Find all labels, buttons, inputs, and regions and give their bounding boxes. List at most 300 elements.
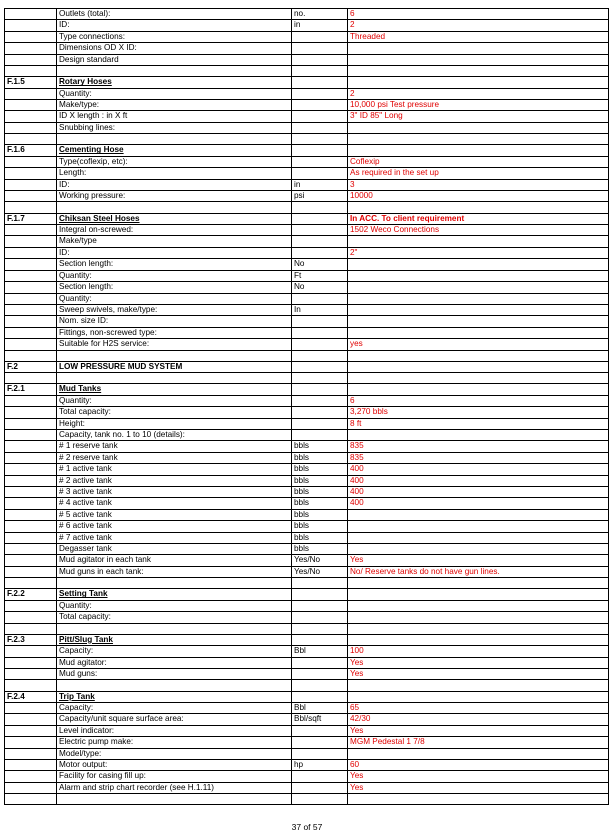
section-code-cell <box>5 748 57 759</box>
section-code-cell <box>5 339 57 350</box>
item-label-cell: Length: <box>57 168 292 179</box>
section-code-cell <box>5 680 57 691</box>
spec-row <box>5 737 609 748</box>
section-code-cell <box>5 418 57 429</box>
section-code-cell <box>5 247 57 258</box>
section-code-cell <box>5 373 57 384</box>
section-code-cell <box>5 544 57 555</box>
item-label-cell <box>57 794 292 805</box>
value-cell <box>348 145 609 156</box>
unit-cell: bbls <box>292 441 348 452</box>
value-cell: Coflexip <box>348 156 609 167</box>
spec-row <box>5 225 609 236</box>
spec-row <box>5 669 609 680</box>
value-cell <box>348 680 609 691</box>
item-label-cell: ID: <box>57 247 292 258</box>
unit-cell <box>292 771 348 782</box>
item-label-cell: Degasser tank <box>57 544 292 555</box>
section-code-cell <box>5 464 57 475</box>
section-code-cell <box>5 270 57 281</box>
value-cell <box>348 509 609 520</box>
section-code-cell <box>5 669 57 680</box>
value-cell <box>348 66 609 77</box>
item-label-cell: Outlets (total): <box>57 9 292 20</box>
section-code-cell: F.2.4 <box>5 691 57 702</box>
value-cell <box>348 259 609 270</box>
item-label-cell: # 7 active tank <box>57 532 292 543</box>
section-code-cell <box>5 293 57 304</box>
value-cell <box>348 612 609 623</box>
spec-row <box>5 9 609 20</box>
section-code-cell <box>5 9 57 20</box>
spec-row <box>5 191 609 202</box>
unit-cell <box>292 600 348 611</box>
item-label-cell: Rotary Hoses <box>57 77 292 88</box>
item-label-cell: LOW PRESSURE MUD SYSTEM <box>57 361 292 372</box>
unit-cell <box>292 145 348 156</box>
section-code-cell <box>5 532 57 543</box>
spec-row <box>5 521 609 532</box>
spec-row <box>5 771 609 782</box>
item-label-cell: Setting Tank <box>57 589 292 600</box>
value-cell <box>348 544 609 555</box>
value-cell: 400 <box>348 498 609 509</box>
item-label-cell: Sweep swivels, make/type: <box>57 304 292 315</box>
item-label-cell: Working pressure: <box>57 191 292 202</box>
spec-row <box>5 111 609 122</box>
unit-cell: bbls <box>292 475 348 486</box>
unit-cell <box>292 111 348 122</box>
item-label-cell: Capacity: <box>57 646 292 657</box>
value-cell: 10000 <box>348 191 609 202</box>
section-code-cell <box>5 168 57 179</box>
item-label-cell: # 2 active tank <box>57 475 292 486</box>
item-label-cell: Dimensions OD X ID: <box>57 43 292 54</box>
spec-row <box>5 88 609 99</box>
spec-row <box>5 304 609 315</box>
item-label-cell: Electric pump make: <box>57 737 292 748</box>
spec-row <box>5 66 609 77</box>
item-label-cell: Mud Tanks <box>57 384 292 395</box>
item-label-cell: Quantity: <box>57 600 292 611</box>
spec-row <box>5 657 609 668</box>
section-code-cell <box>5 657 57 668</box>
unit-cell <box>292 407 348 418</box>
spec-row <box>5 509 609 520</box>
unit-cell: Bbl <box>292 703 348 714</box>
unit-cell: bbls <box>292 521 348 532</box>
unit-cell <box>292 657 348 668</box>
section-code-cell <box>5 225 57 236</box>
unit-cell <box>292 293 348 304</box>
item-label-cell <box>57 623 292 634</box>
value-cell <box>348 350 609 361</box>
item-label-cell: Type(coflexip, etc): <box>57 156 292 167</box>
item-label-cell: Capacity, tank no. 1 to 10 (details): <box>57 429 292 440</box>
unit-cell <box>292 794 348 805</box>
spec-row <box>5 600 609 611</box>
item-label-cell: ID: <box>57 20 292 31</box>
spec-row <box>5 566 609 577</box>
section-code-cell: F.1.5 <box>5 77 57 88</box>
item-label-cell <box>57 373 292 384</box>
section-code-cell <box>5 43 57 54</box>
unit-cell <box>292 395 348 406</box>
unit-cell <box>292 725 348 736</box>
spec-row <box>5 452 609 463</box>
spec-row <box>5 475 609 486</box>
section-code-cell <box>5 475 57 486</box>
value-cell: As required in the set up <box>348 168 609 179</box>
item-label-cell: Total capacity: <box>57 612 292 623</box>
unit-cell <box>292 316 348 327</box>
unit-cell <box>292 737 348 748</box>
section-header-row <box>5 589 609 600</box>
item-label-cell: Section length: <box>57 259 292 270</box>
item-label-cell: Make/type: <box>57 100 292 111</box>
section-code-cell <box>5 509 57 520</box>
specification-table-body <box>5 9 609 805</box>
item-label-cell <box>57 66 292 77</box>
unit-cell: No <box>292 282 348 293</box>
value-cell: 3 <box>348 179 609 190</box>
unit-cell <box>292 350 348 361</box>
unit-cell <box>292 225 348 236</box>
value-cell <box>348 384 609 395</box>
section-code-cell <box>5 441 57 452</box>
section-code-cell <box>5 452 57 463</box>
value-cell <box>348 600 609 611</box>
value-cell: 2 <box>348 88 609 99</box>
item-label-cell: ID: <box>57 179 292 190</box>
item-label-cell: Alarm and strip chart recorder (see H.1.11) <box>57 782 292 793</box>
spec-row <box>5 100 609 111</box>
unit-cell <box>292 578 348 589</box>
spec-row <box>5 544 609 555</box>
spec-row <box>5 407 609 418</box>
item-label-cell: Mud guns in each tank: <box>57 566 292 577</box>
unit-cell: no. <box>292 9 348 20</box>
section-code-cell <box>5 66 57 77</box>
spec-row <box>5 156 609 167</box>
spec-row <box>5 373 609 384</box>
value-cell: Threaded <box>348 31 609 42</box>
spec-row <box>5 282 609 293</box>
item-label-cell: # 1 active tank <box>57 464 292 475</box>
value-cell <box>348 634 609 645</box>
spec-row <box>5 122 609 133</box>
section-header-row <box>5 145 609 156</box>
value-cell <box>348 77 609 88</box>
item-label-cell: Design standard <box>57 54 292 65</box>
section-code-cell <box>5 794 57 805</box>
section-code-cell: F.2 <box>5 361 57 372</box>
item-label-cell: Integral on-screwed: <box>57 225 292 236</box>
section-code-cell <box>5 134 57 145</box>
unit-cell <box>292 373 348 384</box>
unit-cell: bbls <box>292 544 348 555</box>
item-label-cell <box>57 350 292 361</box>
value-cell <box>348 304 609 315</box>
value-cell <box>348 623 609 634</box>
spec-row <box>5 498 609 509</box>
item-label-cell: Quantity: <box>57 293 292 304</box>
unit-cell <box>292 247 348 258</box>
item-label-cell: Type connections: <box>57 31 292 42</box>
unit-cell <box>292 669 348 680</box>
unit-cell: Bbl/sqft <box>292 714 348 725</box>
item-label-cell: Snubbing lines: <box>57 122 292 133</box>
value-cell <box>348 794 609 805</box>
unit-cell <box>292 782 348 793</box>
value-cell: 6 <box>348 395 609 406</box>
unit-cell <box>292 339 348 350</box>
value-cell <box>348 236 609 247</box>
value-cell: Yes <box>348 725 609 736</box>
unit-cell: Ft <box>292 270 348 281</box>
value-cell <box>348 122 609 133</box>
item-label-cell: # 1 reserve tank <box>57 441 292 452</box>
value-cell <box>348 54 609 65</box>
unit-cell <box>292 361 348 372</box>
value-cell: Yes <box>348 782 609 793</box>
section-code-cell <box>5 566 57 577</box>
item-label-cell <box>57 134 292 145</box>
value-cell: 2 <box>348 20 609 31</box>
value-cell <box>348 134 609 145</box>
spec-row <box>5 350 609 361</box>
item-label-cell: Quantity: <box>57 270 292 281</box>
item-label-cell: Pitt/Slug Tank <box>57 634 292 645</box>
item-label-cell: Cementing Hose <box>57 145 292 156</box>
unit-cell <box>292 31 348 42</box>
item-label-cell: # 4 active tank <box>57 498 292 509</box>
value-cell <box>348 589 609 600</box>
unit-cell <box>292 236 348 247</box>
unit-cell: in <box>292 179 348 190</box>
unit-cell <box>292 66 348 77</box>
value-cell: MGM Pedestal 1 7/8 <box>348 737 609 748</box>
section-code-cell <box>5 20 57 31</box>
value-cell: 42/30 <box>348 714 609 725</box>
item-label-cell: Make/type <box>57 236 292 247</box>
spec-row <box>5 418 609 429</box>
spec-row <box>5 293 609 304</box>
section-code-cell <box>5 304 57 315</box>
item-label-cell: Chiksan Steel Hoses <box>57 213 292 224</box>
section-code-cell: F.2.1 <box>5 384 57 395</box>
section-code-cell <box>5 760 57 771</box>
item-label-cell: Mud agitator in each tank <box>57 555 292 566</box>
section-code-cell <box>5 395 57 406</box>
value-cell <box>348 748 609 759</box>
unit-cell <box>292 384 348 395</box>
spec-row <box>5 236 609 247</box>
unit-cell <box>292 122 348 133</box>
unit-cell <box>292 43 348 54</box>
item-label-cell: Motor output: <box>57 760 292 771</box>
section-code-cell <box>5 316 57 327</box>
spec-row <box>5 464 609 475</box>
value-cell: 3" ID 85" Long <box>348 111 609 122</box>
item-label-cell: Facility for casing fill up: <box>57 771 292 782</box>
value-cell <box>348 202 609 213</box>
section-header-row <box>5 634 609 645</box>
spec-row <box>5 794 609 805</box>
unit-cell <box>292 680 348 691</box>
unit-cell <box>292 589 348 600</box>
section-code-cell <box>5 350 57 361</box>
value-cell: Yes <box>348 555 609 566</box>
spec-row <box>5 714 609 725</box>
section-code-cell <box>5 555 57 566</box>
section-code-cell <box>5 259 57 270</box>
unit-cell: Bbl <box>292 646 348 657</box>
item-label-cell <box>57 578 292 589</box>
section-code-cell <box>5 771 57 782</box>
section-code-cell <box>5 521 57 532</box>
item-label-cell: Suitable for H2S service: <box>57 339 292 350</box>
value-cell: 8 ft <box>348 418 609 429</box>
unit-cell <box>292 54 348 65</box>
spec-row <box>5 202 609 213</box>
item-label-cell: Height: <box>57 418 292 429</box>
section-code-cell <box>5 612 57 623</box>
value-cell: 400 <box>348 464 609 475</box>
unit-cell: hp <box>292 760 348 771</box>
unit-cell <box>292 418 348 429</box>
spec-row <box>5 339 609 350</box>
value-cell: 835 <box>348 452 609 463</box>
spec-row <box>5 327 609 338</box>
value-cell: Yes <box>348 771 609 782</box>
unit-cell: psi <box>292 191 348 202</box>
item-label-cell: Nom. size ID: <box>57 316 292 327</box>
value-cell <box>348 270 609 281</box>
spec-row <box>5 20 609 31</box>
section-code-cell: F.1.7 <box>5 213 57 224</box>
item-label-cell: # 5 active tank <box>57 509 292 520</box>
unit-cell: in <box>292 20 348 31</box>
item-label-cell: Quantity: <box>57 395 292 406</box>
section-code-cell <box>5 111 57 122</box>
spec-row <box>5 680 609 691</box>
section-header-row <box>5 691 609 702</box>
value-cell <box>348 429 609 440</box>
value-cell <box>348 373 609 384</box>
item-label-cell: # 2 reserve tank <box>57 452 292 463</box>
value-cell <box>348 578 609 589</box>
section-header-row <box>5 384 609 395</box>
section-code-cell <box>5 100 57 111</box>
spec-row <box>5 179 609 190</box>
spec-row <box>5 441 609 452</box>
section-code-cell <box>5 600 57 611</box>
value-cell <box>348 691 609 702</box>
item-label-cell: Mud guns: <box>57 669 292 680</box>
section-code-cell <box>5 623 57 634</box>
value-cell: 2" <box>348 247 609 258</box>
spec-row <box>5 316 609 327</box>
spec-row <box>5 623 609 634</box>
unit-cell: bbls <box>292 532 348 543</box>
unit-cell: Yes/No <box>292 566 348 577</box>
unit-cell: bbls <box>292 498 348 509</box>
section-header-row <box>5 77 609 88</box>
section-code-cell <box>5 498 57 509</box>
unit-cell: Yes/No <box>292 555 348 566</box>
unit-cell <box>292 623 348 634</box>
spec-row <box>5 134 609 145</box>
unit-cell: In <box>292 304 348 315</box>
spec-row <box>5 555 609 566</box>
spec-row <box>5 725 609 736</box>
section-code-cell <box>5 236 57 247</box>
section-code-cell <box>5 714 57 725</box>
spec-row <box>5 532 609 543</box>
value-cell: 10,000 psi Test pressure <box>348 100 609 111</box>
item-label-cell: Capacity/unit square surface area: <box>57 714 292 725</box>
section-code-cell <box>5 282 57 293</box>
section-code-cell: F.2.3 <box>5 634 57 645</box>
value-cell <box>348 521 609 532</box>
value-cell <box>348 282 609 293</box>
specification-table <box>4 8 609 805</box>
item-label-cell: Section length: <box>57 282 292 293</box>
unit-cell <box>292 213 348 224</box>
unit-cell: bbls <box>292 509 348 520</box>
unit-cell <box>292 156 348 167</box>
spec-row <box>5 578 609 589</box>
value-cell: 65 <box>348 703 609 714</box>
item-label-cell: Quantity: <box>57 88 292 99</box>
section-code-cell <box>5 88 57 99</box>
value-cell: Yes <box>348 657 609 668</box>
unit-cell <box>292 634 348 645</box>
value-cell: 400 <box>348 486 609 497</box>
value-cell <box>348 43 609 54</box>
section-code-cell <box>5 429 57 440</box>
item-label-cell: Mud agitator: <box>57 657 292 668</box>
spec-row <box>5 43 609 54</box>
section-header-row <box>5 213 609 224</box>
unit-cell: bbls <box>292 486 348 497</box>
value-cell <box>348 316 609 327</box>
value-cell: No/ Reserve tanks do not have gun lines. <box>348 566 609 577</box>
unit-cell <box>292 168 348 179</box>
spec-row <box>5 395 609 406</box>
item-label-cell: Model/type: <box>57 748 292 759</box>
value-cell: yes <box>348 339 609 350</box>
spec-row <box>5 760 609 771</box>
spec-row <box>5 486 609 497</box>
item-label-cell: # 3 active tank <box>57 486 292 497</box>
spec-row <box>5 612 609 623</box>
value-cell: In ACC. To client requirement <box>348 213 609 224</box>
item-label-cell <box>57 680 292 691</box>
item-label-cell: Capacity: <box>57 703 292 714</box>
section-code-cell <box>5 31 57 42</box>
spec-row <box>5 748 609 759</box>
unit-cell <box>292 202 348 213</box>
spec-row <box>5 259 609 270</box>
value-cell <box>348 361 609 372</box>
section-code-cell <box>5 202 57 213</box>
item-label-cell <box>57 202 292 213</box>
unit-cell <box>292 327 348 338</box>
spec-row <box>5 54 609 65</box>
spec-row <box>5 703 609 714</box>
